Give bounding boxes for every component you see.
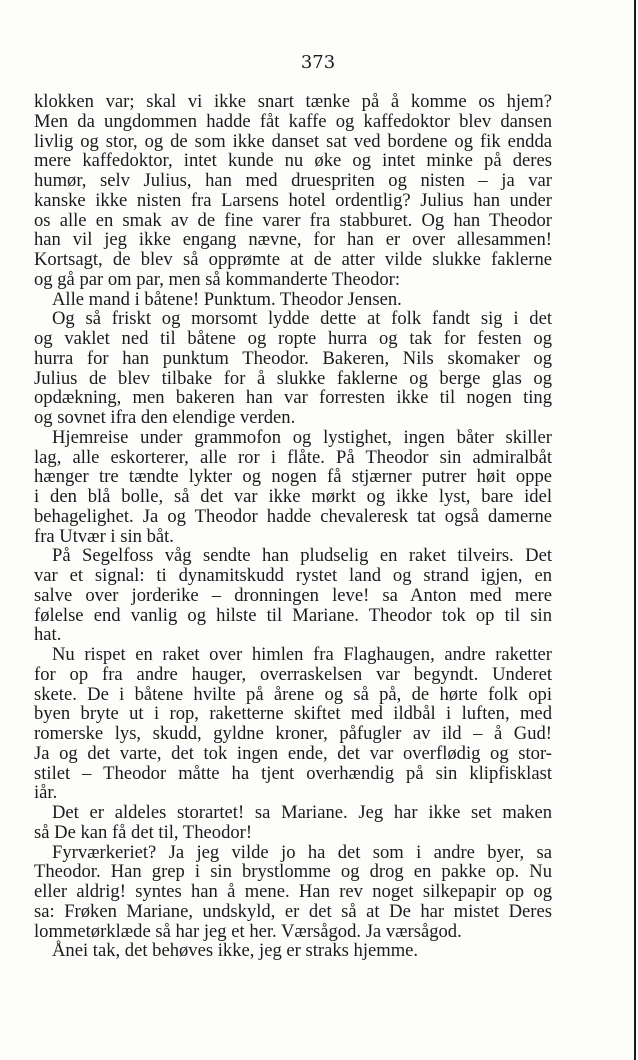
text-line: klokken var; skal vi ikke snart tænke på å komme os hjem? <box>34 91 552 112</box>
text-line: så De kan få det til, Theodor! <box>34 821 253 843</box>
text-line: På Segelfoss våg sendte han pludselig en raket tilveirs. Det <box>52 545 552 567</box>
text-line: behagelighet. Ja og Theodor hadde chevaleresk tat også damerne <box>34 505 552 527</box>
text-line: lag, alle eskorterer, alle ror i flåte. På Theodor sin admiralbåt <box>34 446 552 468</box>
text-line: Nu rispet en raket over himlen fra Flaghaugen, andre raketter <box>52 644 552 665</box>
page-number: 373 <box>300 52 336 73</box>
text-line: han vil jeg ikke engang nævne, for han er over allesammen! <box>34 229 552 251</box>
text-line: fra Utvær i sin båt. <box>34 525 174 547</box>
text-line: Theodor. Han grep i sin brystlomme og drog en pakke op. Nu <box>34 861 552 883</box>
text-line: og sovnet ifra den elendige verden. <box>34 407 296 428</box>
text-line: for op fra andre hauger, overraskelsen var begyndt. Underet <box>34 663 552 685</box>
text-line: mere kaffedoktor, intet kunde nu øke og intet minke på deres <box>34 150 552 172</box>
text-line: os alle en smak av de fine varer fra stabburet. Og han Theodor <box>34 209 552 231</box>
text-line: Fyrværkeriet? Ja jeg vilde jo ha det som i andre byer, sa <box>52 841 552 863</box>
text-line: Det er aldeles storartet! sa Mariane. Jeg har ikke set maken <box>52 802 552 823</box>
text-line: følelse end vanlig og hilste til Mariane. Theodor tok op til sin <box>34 604 552 626</box>
text-line: hat. <box>34 624 62 646</box>
text-line: byen bryte ut i rop, raketterne skiftet med ildbål i luften, med <box>34 703 552 725</box>
text-line: salve over jorderike – dronningen leve! sa Anton med mere <box>34 584 552 606</box>
text-line: iår. <box>34 782 58 804</box>
text-line: skete. De i båtene hvilte på årene og så på, de hørte folk opi <box>34 683 552 705</box>
text-line: Men da ungdommen hadde fåt kaffe og kaffedoktor blev dansen <box>34 110 552 132</box>
text-line: og gå par om par, men så kommanderte Theodor: <box>34 268 401 290</box>
text-line: i den blå bolle, så det var ikke mørkt og ikke lyst, bare idel <box>34 486 552 507</box>
text-line: stilet – Theodor måtte ha tjent overhændig på sin klipfisklast <box>34 762 552 784</box>
text-line: Alle mand i båtene! Punktum. Theodor Jensen. <box>52 288 402 310</box>
text-line: opdækning, men bakeren han var forresten ikke til nogen ting <box>34 387 552 409</box>
text-line: sa: Frøken Mariane, undskyld, er det så at De har mistet Deres <box>34 900 552 922</box>
text-line: humør, selv Julius, han med druespriten og nisten – ja var <box>34 170 552 191</box>
text-line: Hjemreise under grammofon og lystighet, ingen båter skiller <box>52 426 552 448</box>
text-line: livlig og stor, og de som ikke danset sat ved bordene og fik endda <box>34 130 552 152</box>
text-line: Ja og det varte, det tok ingen ende, det var overflødig og stor- <box>34 742 552 764</box>
text-line: Og så friskt og morsomt lydde dette at folk fandt sig i det <box>52 308 552 330</box>
text-line: hænger tre tændte lykter og nogen få stjærner putrer høit oppe <box>34 466 552 488</box>
text-line: og vaklet ned til båtene og ropte hurra og tak for festen og <box>34 328 552 349</box>
text-line: var et signal: ti dynamitskudd rystet land og strand igjen, en <box>34 565 552 586</box>
text-line: lommetørklæde så har jeg et her. Værsågod. Ja værsågod. <box>34 920 462 942</box>
text-line: romerske lys, skudd, gyldne kroner, påfugler av ild – å Gud! <box>34 723 552 744</box>
text-line: Kortsagt, de blev så opprømte at de atter vilde slukke faklerne <box>34 249 552 270</box>
body-text <box>34 92 552 961</box>
text-line: Ånei tak, det behøves ikke, jeg er straks hjemme. <box>52 940 419 962</box>
text-line: Julius de blev tilbake for å slukke faklerne og berge glas og <box>34 367 552 389</box>
text-line: eller aldrig! syntes han å mene. Han rev noget silkepapir op og <box>34 881 552 902</box>
text-line: kanske ikke nisten fra Larsens hotel ordentlig? Julius han under <box>34 189 552 211</box>
text-line: hurra for han punktum Theodor. Bakeren, Nils skomaker og <box>34 347 552 369</box>
